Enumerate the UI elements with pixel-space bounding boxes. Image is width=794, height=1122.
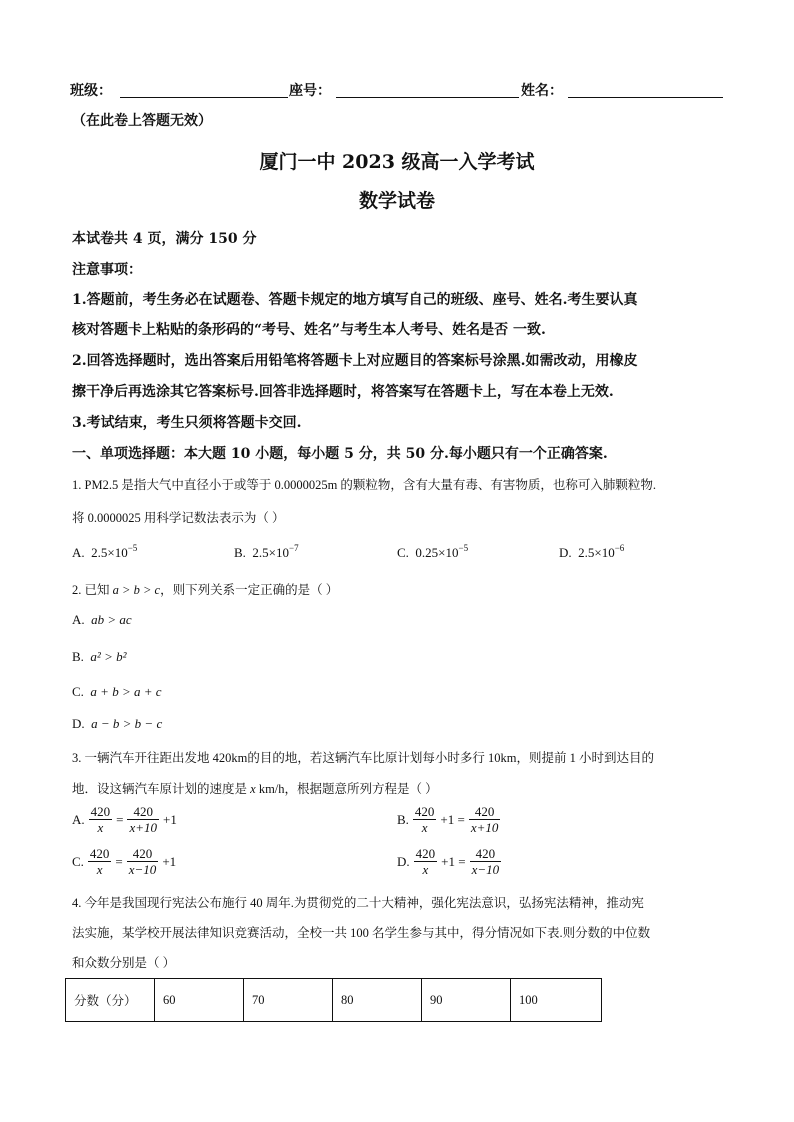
fraction: $\frac{420}{x}$ [89, 846, 110, 877]
q4-line-1: 4. 今年是我国现行宪法公布施行 40 周年.为贯彻党的二十大精神，强化宪法意识，弘扬宪法精神，推动宪 [72, 896, 644, 910]
table-cell: 70 [244, 979, 333, 1022]
notes-heading: 注意事项： [72, 262, 142, 278]
note-2-line-1: 2.回答选择题时，选出答案后用铅笔将答题卡上对应题目的答案标号涂黑.如需改动，用橡皮 [72, 353, 638, 369]
q3-option-a[interactable]: A. $\frac{420}{x}$ = $\frac{420}{x+10}$ +1 [72, 804, 177, 835]
fraction: $\frac{420}{x+10}$ [129, 804, 158, 835]
invalid-notice: （在此卷上答题无效） [72, 113, 212, 129]
q1-option-a[interactable]: A. $2.5\times 10^{-5}$ [72, 543, 138, 560]
note-3: 3.考试结束，考生只须将答题卡交回. [72, 415, 302, 431]
q4-line-2: 法实施，某学校开展法律知识竞赛活动，全校一共 100 名学生参与其中，得分情况如下表.则分数的中位数 [72, 926, 651, 940]
q1-option-d[interactable]: D. $2.5\times 10^{-6}$ [559, 543, 625, 560]
note-1-line-1: 1.答题前，考生务必在试题卷、答题卡规定的地方填写自己的班级、座号、姓名.考生要认真 [72, 292, 638, 308]
exam-title: 厦门一中 2023 级高一入学考试 [259, 151, 535, 173]
table-cell: 60 [155, 979, 244, 1022]
q3-option-d[interactable]: D. $\frac{420}{x}$ +1 = $\frac{420}{x-10}$ [397, 846, 500, 877]
q3-option-b[interactable]: B. $\frac{420}{x}$ +1 = $\frac{420}{x+10}$ [397, 804, 499, 835]
fraction: $\frac{420}{x-10}$ [471, 846, 500, 877]
table-cell: 90 [422, 979, 511, 1022]
fraction: $\frac{420}{x}$ [90, 804, 111, 835]
class-blank[interactable] [120, 97, 288, 98]
section-1-heading: 一、单项选择题：本大题 10 小题，每小题 5 分，共 50 分.每小题只有一个正确答案. [72, 446, 608, 462]
exam-subtitle: 数学试卷 [358, 190, 435, 212]
table-header-cell: 分数（分） [66, 979, 155, 1022]
q1-option-b[interactable]: B. $2.5\times 10^{-7}$ [234, 543, 299, 560]
score-table [65, 978, 602, 1022]
q3-line-2: 地．设这辆汽车原计划的速度是 x km/h，根据题意所列方程是（ ） [72, 782, 438, 796]
q1-option-c[interactable]: C. $0.25\times 10^{-5}$ [397, 543, 469, 560]
q4-line-3: 和众数分别是（ ） [72, 956, 176, 970]
seat-label: 座号： [289, 83, 331, 99]
q2-option-d[interactable]: D. a − b > b − c [72, 716, 163, 731]
q3-option-c[interactable]: C. $\frac{420}{x}$ = $\frac{420}{x-10}$ +1 [72, 846, 177, 877]
q2-stem: 2. 已知 a > b > c，则下列关系一定正确的是（ ） [72, 583, 339, 597]
fraction: $\frac{420}{x-10}$ [128, 846, 157, 877]
q1-line-1: 1. PM2.5 是指大气中直径小于或等于 0.0000025m 的颗粒物，含有大量有毒、有害物质，也称可入肺颗粒物. [72, 478, 657, 492]
fraction: $\frac{420}{x}$ [415, 846, 436, 877]
name-label: 姓名： [521, 83, 563, 99]
table-cell: 80 [333, 979, 422, 1022]
class-label: 班级： [70, 83, 112, 99]
name-blank[interactable] [568, 97, 723, 98]
q3-line-1: 3. 一辆汽车开往距出发地 420km的目的地，若这辆汽车比原计划每小时多行 10km，则提前 1 小时到达目的 [72, 751, 654, 765]
note-2-line-2: 擦干净后再选涂其它答案标号.回答非选择题时，将答案写在答题卡上，写在本卷上无效. [72, 384, 614, 400]
note-1-line-2: 核对答题卡上粘贴的条形码的“考号、姓名”与考生本人考号、姓名是否 一致. [72, 322, 546, 338]
fraction: $\frac{420}{x}$ [414, 804, 435, 835]
q2-option-c[interactable]: C. a + b > a + c [72, 684, 162, 699]
exam-info: 本试卷共 4 页，满分 150 分 [72, 231, 257, 247]
seat-blank[interactable] [336, 97, 519, 98]
q1-line-2: 将 0.0000025 用科学记数法表示为（ ） [72, 511, 285, 525]
q2-option-b[interactable]: B. a² > b² [72, 649, 127, 664]
table-cell: 100 [511, 979, 602, 1022]
table-row [66, 979, 602, 1022]
q2-option-a[interactable]: A. ab > ac [72, 612, 132, 627]
fraction: $\frac{420}{x+10}$ [470, 804, 499, 835]
